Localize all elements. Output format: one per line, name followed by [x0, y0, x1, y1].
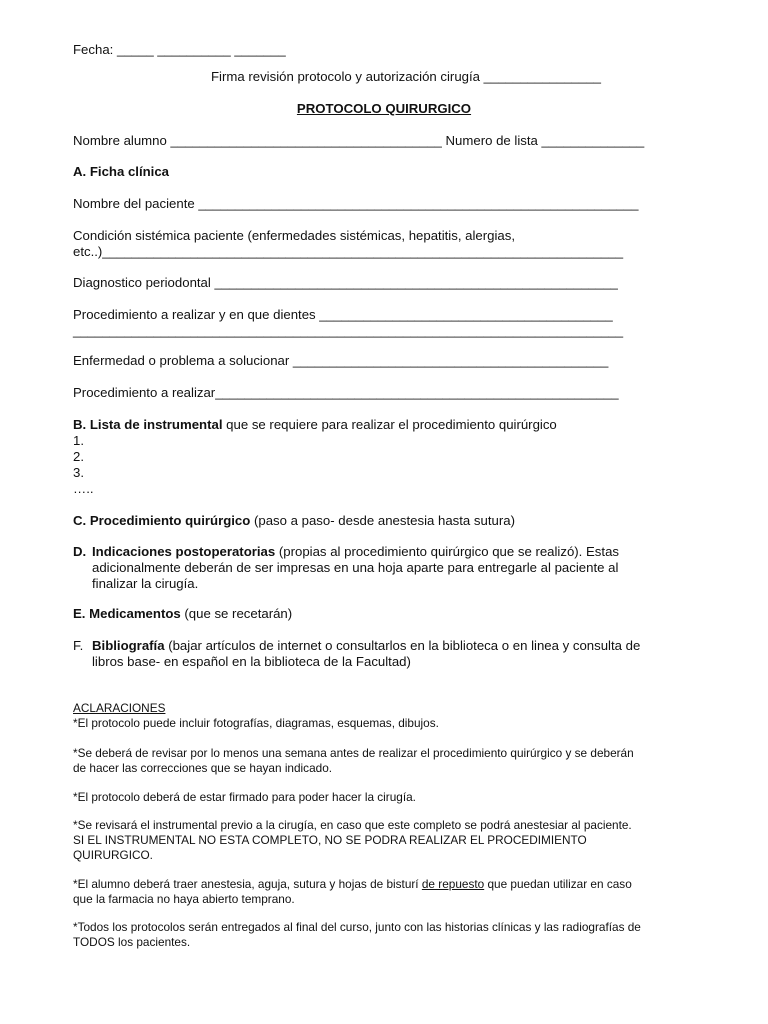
section-d-line-2: adicionalmente deberán de ser impresas en una hoja aparte para entregarle al paciente al [92, 560, 619, 575]
aclaracion-4-line-3: QUIRURGICO. [73, 848, 153, 862]
list-item: 1. [73, 433, 84, 448]
aclaracion-5-line-1 [73, 877, 632, 892]
section-a-heading: A. Ficha clínica [73, 164, 170, 179]
aclaracion-6-line-2: TODOS los pacientes. [73, 935, 191, 949]
firma-line: Firma revisión protocolo y autorización cirugía ________________ [211, 69, 602, 84]
section-e-line [73, 606, 292, 622]
aclaracion-5-text-a: *El alumno deberá traer anestesia, aguja, sutura y hojas de bisturí [73, 877, 422, 891]
section-d-line-1 [92, 544, 619, 560]
document-title: PROTOCOLO QUIRURGICO [296, 101, 472, 116]
section-b-text: que se requiere para realizar el procedimiento quirúrgico [222, 417, 557, 432]
section-e-text: (que se recetarán) [180, 606, 293, 621]
section-b-line [73, 417, 557, 433]
aclaracion-4-line-1: *Se revisará el instrumental previo a la cirugía, en caso que este completo se podrá anestesiar al paciente. [73, 818, 632, 832]
section-c-text: (paso a paso- desde anestesia hasta sutura) [250, 513, 515, 528]
section-d-text-1: (propias al procedimiento quirúrgico que se realizó). Estas [275, 544, 619, 559]
fecha-line: Fecha: _____ __________ _______ [73, 42, 286, 57]
aclaracion-2-line-1: *Se deberá de revisar por lo menos una semana antes de realizar el procedimiento quirúrgico y se deberán [73, 746, 634, 760]
aclaracion-6-line-1: *Todos los protocolos serán entregados al final del curso, junto con las historias clínicas y las radiografías de [73, 920, 641, 934]
aclaracion-5-text-c: que puedan utilizar en caso [484, 877, 632, 891]
aclaraciones-heading: ACLARACIONES [73, 701, 166, 715]
section-f-line-1 [92, 638, 640, 654]
aclaracion-5-underlined: de repuesto [421, 877, 485, 891]
procedimiento-dientes-line: Procedimiento a realizar y en que dientes ________________________________________ [73, 307, 613, 322]
aclaracion-1: *El protocolo puede incluir fotografías, diagramas, esquemas, dibujos. [73, 716, 439, 730]
section-e-heading: E. Medicamentos [73, 606, 181, 621]
list-item: 2. [73, 449, 84, 464]
aclaracion-4-line-2: SI EL INSTRUMENTAL NO ESTA COMPLETO, NO SE PODRA REALIZAR EL PROCEDIMIENTO [73, 833, 587, 847]
section-d-heading: Indicaciones postoperatorias [92, 544, 276, 559]
alumno-line: Nombre alumno _____________________________________ Numero de lista ______________ [73, 133, 645, 148]
condicion-line-2: etc..)_______________________________________________________________________ [73, 244, 624, 259]
section-c-heading: C. Procedimiento quirúrgico [73, 513, 251, 528]
aclaracion-2-line-2: de hacer las correcciones que se hayan indicado. [73, 761, 333, 775]
section-c-line [73, 513, 515, 529]
enfermedad-line: Enfermedad o problema a solucionar ___________________________________________ [73, 353, 609, 368]
list-item: ….. [73, 481, 94, 496]
aclaracion-5-line-2: que la farmacia no haya abierto temprano. [73, 892, 295, 906]
aclaracion-3: *El protocolo deberá de estar firmado para poder hacer la cirugía. [73, 790, 416, 804]
section-b-heading: B. Lista de instrumental [73, 417, 223, 432]
section-d-line-3: finalizar la cirugía. [92, 576, 199, 591]
list-item: 3. [73, 465, 84, 480]
procedimiento-blank-line: ___________________________________________________________________________ [73, 323, 624, 338]
diagnostico-line: Diagnostico periodontal _______________________________________________________ [73, 275, 618, 290]
section-f-label: F. [73, 638, 84, 653]
section-d-label: D. [73, 544, 87, 559]
section-f-heading: Bibliografía [92, 638, 165, 653]
section-f-line-2: libros base- en español en la biblioteca de la Facultad) [92, 654, 411, 669]
paciente-line: Nombre del paciente ____________________________________________________________ [73, 196, 639, 211]
procedimiento-line: Procedimiento a realizar_______________________________________________________ [73, 385, 619, 400]
section-f-text-1: (bajar artículos de internet o consultarlos en la biblioteca o en linea y consulta de [164, 638, 641, 653]
condicion-line-1: Condición sistémica paciente (enfermedades sistémicas, hepatitis, alergias, [73, 228, 515, 243]
